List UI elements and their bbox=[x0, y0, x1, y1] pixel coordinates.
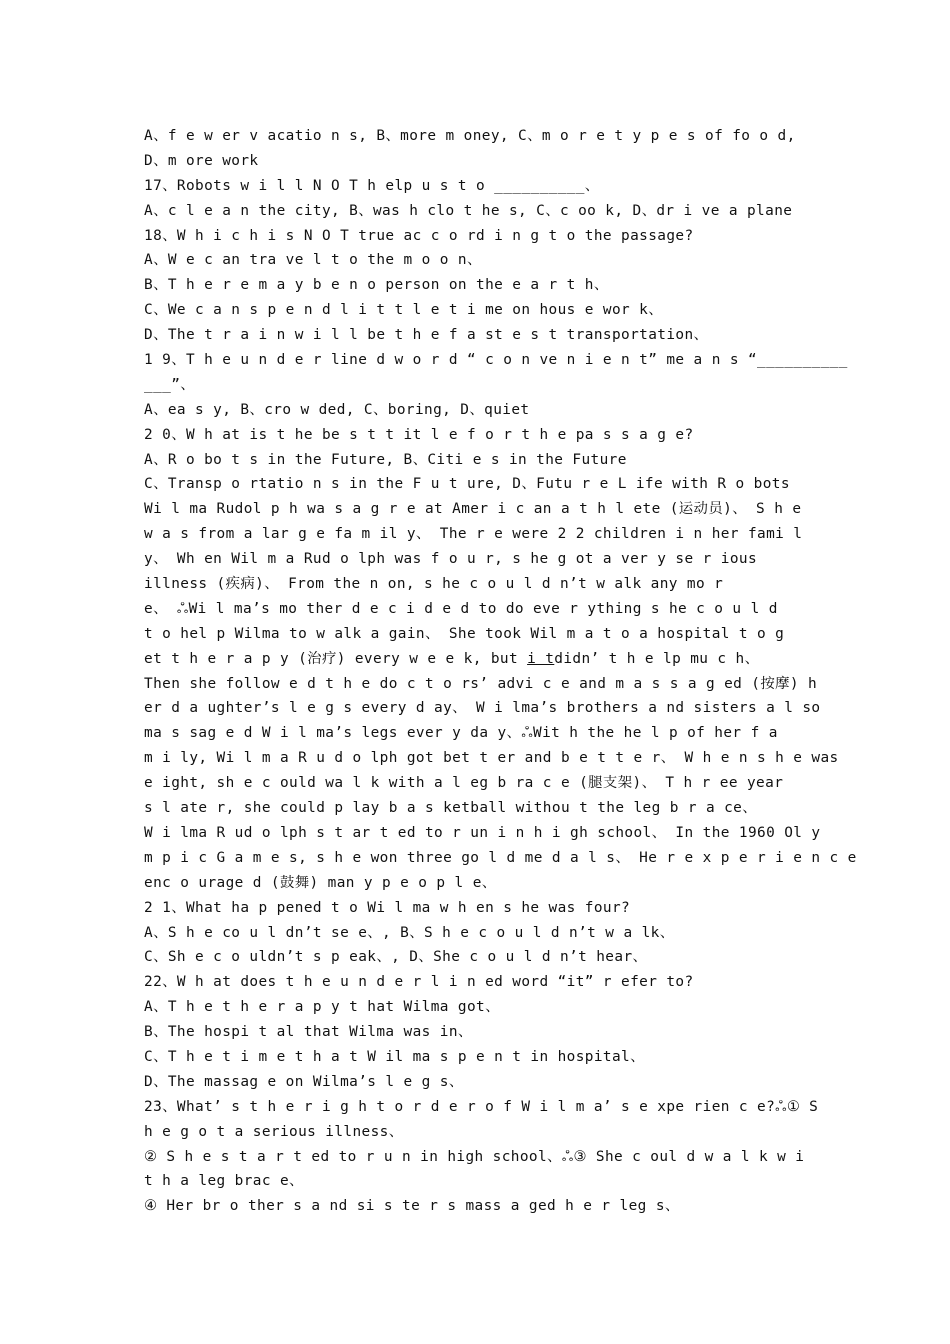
question-18: 18、W h i c h i s N O T true ac c o rd i n g t o the passage? bbox=[144, 227, 694, 244]
passage-line-11: m i ly, Wi l m a R u d o lph got bet t er and b e t t e r、 W h e n s h e was bbox=[144, 750, 839, 767]
question-21: 2 1、What ha p pened t o Wi l ma w h en s he was four? bbox=[144, 899, 631, 916]
option-18a: A、W e c an tra ve l t o the m o o n、 bbox=[144, 252, 482, 269]
option-18b: B、T h e r e m a y b e n o person on the e a r t h、 bbox=[144, 277, 609, 294]
option-18c: C、We c a n s p e n d l i t t l e t i me on hous e wor k、 bbox=[144, 302, 664, 319]
options-q16: A、f e w er v acatio n s, B、more m oney, C、m o r e t y p e s of fo o d, bbox=[144, 128, 796, 144]
option-18d: D、The t r a i n w i l l be t h e f a st e s t transportation、 bbox=[144, 327, 709, 344]
passage-line-13: s l ate r, she could p lay b a s ketball withou t the leg b r a ce、 bbox=[144, 800, 758, 817]
option-22b: B、The hospi t al that Wilma was in、 bbox=[144, 1024, 473, 1041]
passage-line-8: Then she follow e d t h e do c t o rs’ advi c e and m a s s a g ed (按摩) h bbox=[144, 675, 818, 692]
option-22c: C、T h e t i m e t h a t W il ma s p e n t in hospital、 bbox=[144, 1048, 645, 1065]
question-23-items-cont: t h a leg brac e、 bbox=[144, 1173, 304, 1190]
question-19: 1 9、T h e u n d e r line d w o r d “ c o n ve n i e n t” me a n s “__________ bbox=[144, 352, 848, 369]
option-22a: A、T h e t h e r a p y t hat Wilma got、 bbox=[144, 999, 500, 1016]
option-22d: D、The massag e on Wilma’s l e g s、 bbox=[144, 1073, 464, 1090]
underlined-word-it: i t bbox=[527, 650, 555, 667]
options-q16-cont: D、m ore work bbox=[144, 152, 259, 169]
question-23-items: ② S h e s t a r t ed to r u n in high school、ஃ③ She c oul d w a l k w i bbox=[144, 1148, 805, 1165]
passage-line-4: illness (疾病)、 From the n on, s he c o u l d n’t w alk any mo r bbox=[144, 576, 724, 593]
options-q17: A、c l e a n the city, B、was h clo t he s, C、c oo k, D、dr i ve a plane bbox=[144, 202, 793, 219]
passage-line-7 bbox=[144, 647, 814, 672]
question-17: 17、Robots w i l l N O T h elp u s t o __________、 bbox=[144, 177, 600, 194]
passage-line-1: Wi l ma Rudol p h wa s a g r e at Amer i c an a t h l ete (运动员)、 S h e bbox=[144, 501, 802, 518]
options-q20-ab: A、R o bo t s in the Future, B、Citi e s in the Future bbox=[144, 451, 627, 468]
options-q20-cd: C、Transp o rtatio n s in the F u t ure, D、Futu r e L ife with R o bots bbox=[144, 476, 790, 493]
question-20: 2 0、W h at is t he be s t t it l e f o r t h e pa s s a g e? bbox=[144, 426, 694, 443]
passage-line-15: m p i c G a m e s, s h e won three go l d me d a l s、 He r e x p e r i e n c e bbox=[144, 849, 857, 866]
options-q21-cd: C、Sh e c o uldn’t s p eak、, D、She c o u l d n’t hear、 bbox=[144, 949, 648, 966]
question-23-item-4: ④ Her br o ther s a nd si s te r s mass a ged h e r leg s、 bbox=[144, 1198, 680, 1215]
question-23-cont: h e g o t a serious illness、 bbox=[144, 1123, 404, 1140]
document-body bbox=[144, 124, 857, 1219]
options-q19: A、ea s y, B、cro w ded, C、boring, D、quiet bbox=[144, 401, 530, 418]
question-22: 22、W h at does t h e u n d e r l i n ed word “it” r efer to? bbox=[144, 974, 694, 991]
passage-line-5: e、 ஃWi l ma’s mo ther d e c i d e d to do eve r ything s he c o u l d bbox=[144, 600, 778, 617]
question-23: 23、What’ s t h e r i g h t o r d e r o f W i l m a’ s e xpe rien c e?ஃ① S bbox=[144, 1098, 819, 1115]
passage-line-6: t o hel p Wilma to w alk a gain、 She took Wil m a t o a hospital t o g bbox=[144, 625, 785, 642]
passage-line-12: e ight, sh e c ould wa l k with a l eg b ra c e (腿支架)、 T h r ee year bbox=[144, 775, 784, 792]
question-19-cont: ___”、 bbox=[144, 376, 196, 393]
passage-line-2: w a s from a lar g e fa m il y、 The r e were 2 2 children i n her fami l bbox=[144, 526, 803, 543]
passage-line-14: W i lma R ud o lph s t ar t ed to r un i n h i gh school、 In the 1960 Ol y bbox=[144, 824, 821, 841]
passage-line-3: y、 Wh en Wil m a Rud o lph was f o u r, s he g ot a ver y se r ious bbox=[144, 551, 758, 568]
passage-line-9: er d a ughter’s l e g s every d ay、 W i lma’s brothers a nd sisters a l so bbox=[144, 700, 821, 717]
passage-line-7-start: et t h e r a p y (治疗) every w e e k, but bbox=[144, 650, 528, 667]
options-q21-ab: A、S h e co u l dn’t se e、, B、S h e c o u l d n’t w a lk、 bbox=[144, 924, 675, 941]
passage-line-7-end: didn’ t h e lp mu c h、 bbox=[554, 650, 760, 667]
passage-line-10: ma s sag e d W i l ma’s legs ever y da y、ஃWit h the he l p of her f a bbox=[144, 725, 778, 742]
passage-line-16: enc o urage d (鼓舞) man y p e o p l e、 bbox=[144, 874, 497, 891]
